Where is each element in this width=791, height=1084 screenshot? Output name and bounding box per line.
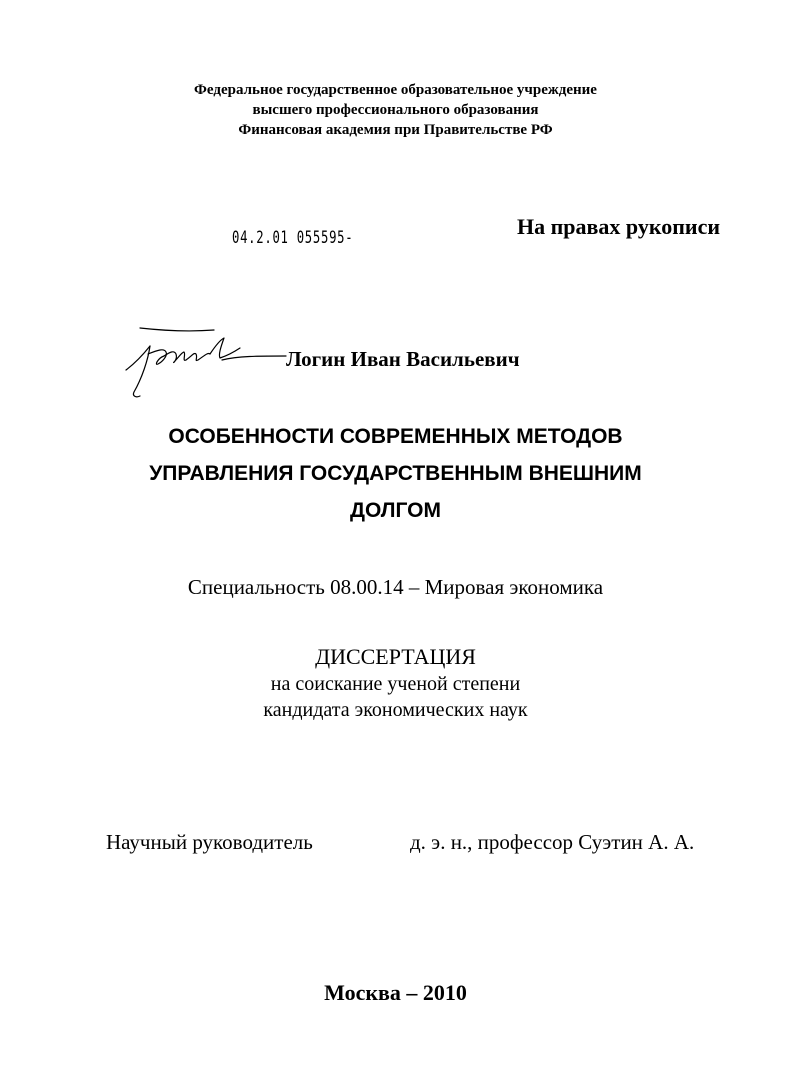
dissertation-block <box>0 643 791 723</box>
registration-number: 04.2.01 055595- <box>232 228 354 248</box>
dissertation-heading: ДИССЕРТАЦИЯ <box>315 644 476 669</box>
supervisor-label: Научный руководитель <box>106 830 313 854</box>
city-year: Москва – 2010 <box>324 980 467 1005</box>
dissertation-title <box>0 418 791 529</box>
title-line-3: ДОЛГОМ <box>350 499 441 522</box>
institution-line-3: Финансовая академия при Правительстве РФ <box>238 122 553 138</box>
manuscript-rights: На правах рукописи <box>517 214 721 239</box>
institution-line-1: Федеральное государственное образовательное учреждение <box>194 82 597 98</box>
degree-line-2: кандидата экономических наук <box>263 699 528 721</box>
title-line-1: ОСОБЕННОСТИ СОВРЕМЕННЫХ МЕТОДОВ <box>168 425 623 448</box>
institution-header <box>0 80 791 140</box>
specialty: Специальность 08.00.14 – Мировая экономика <box>187 575 604 599</box>
institution-line-2: высшего профессионального образования <box>252 102 539 118</box>
degree-line-1: на соискание ученой степени <box>270 673 521 695</box>
handwritten-signature <box>118 326 288 400</box>
author-name: Логин Иван Васильевич <box>286 347 520 371</box>
supervisor-name: д. э. н., профессор Суэтин А. А. <box>410 830 695 854</box>
title-line-2: УПРАВЛЕНИЯ ГОСУДАРСТВЕННЫМ ВНЕШНИМ <box>149 462 642 485</box>
